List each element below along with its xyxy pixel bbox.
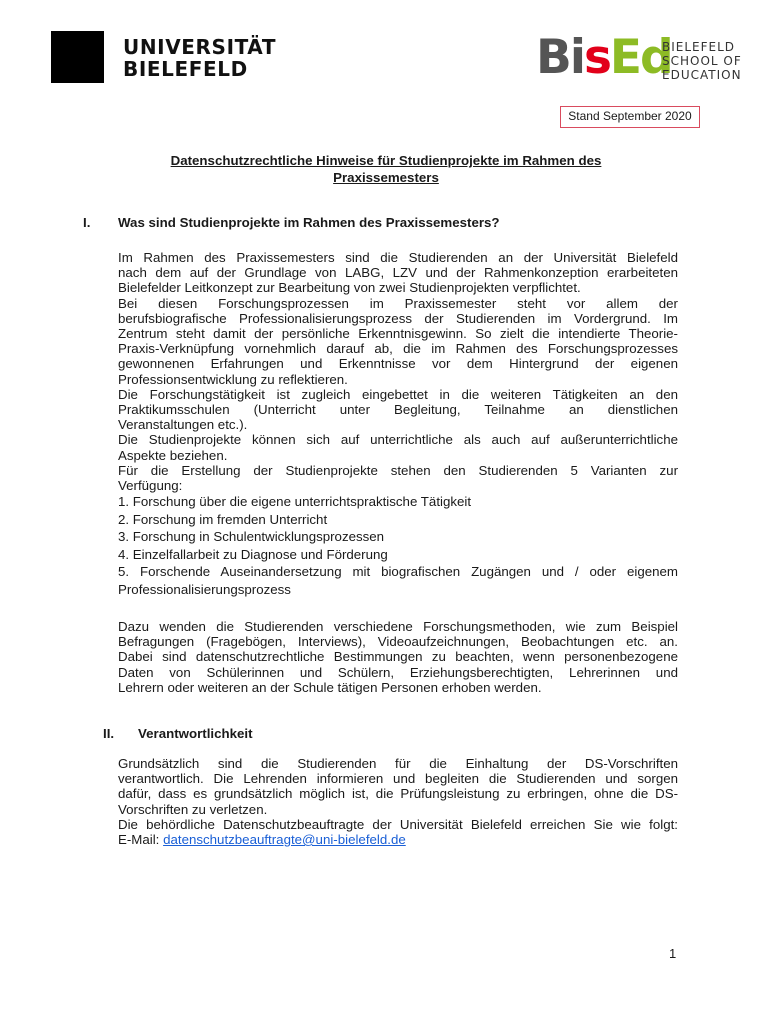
paragraph-line: Dazu wenden die Studierenden verschiedene Forschungsmethoden, wie zum Beispiel [118, 619, 678, 634]
section-1-line: gewonnenen Erfahrungen und Erkenntnisse vor dem Hintergrund der eigenen [118, 356, 678, 372]
section-1-line: Praktikumsschulen (Unterricht unter Begleitung, Teilnahme an dienstlichen [118, 402, 678, 418]
university-logo-line-2: BIELEFELD [123, 57, 248, 81]
paragraph-line: Lehrern oder weiteren an der Schule tätigen Personen erhoben werden. [118, 679, 542, 695]
section-1-paragraph-2 [118, 619, 678, 695]
email-link[interactable]: datenschutzbeauftragte@uni-bielefeld.de [163, 832, 406, 848]
section-2-line: verantwortlich. Die Lehrenden informieren und begleiten die Studierenden und sorgen [118, 771, 678, 787]
section-1-number: I. [83, 215, 91, 230]
document-title-line-2: Praxissemesters [333, 170, 439, 185]
document-title [116, 152, 656, 186]
list-item: 2. Forschung im fremden Unterricht [118, 511, 328, 527]
bised-wordmark-part-2: s [583, 30, 610, 85]
bised-subtitle-line-1: BIELEFELD [662, 40, 736, 54]
paragraph-line: Daten von Schülerinnen und Schülern, Erziehungsberechtigten, Lehrerinnen und [118, 664, 678, 680]
section-1-line: Bielefelder Leitkonzept zur Bearbeitung von zwei Studienprojekten verpflichtet. [118, 280, 581, 296]
bised-subtitle-line-3: EDUCATION [662, 68, 742, 82]
university-logo-square-icon [51, 31, 104, 83]
section-1-heading: Was sind Studienprojekte im Rahmen des Praxissemesters? [118, 215, 500, 230]
section-1-line: Aspekte beziehen. [118, 447, 228, 463]
list-item: 5. Forschende Auseinandersetzung mit biografischen Zugängen und / oder eigenem [118, 564, 678, 580]
bised-wordmark-part-3: Ed [609, 30, 672, 85]
section-1-line: Für die Erstellung der Studienprojekte stehen den Studierenden 5 Varianten zur [118, 462, 678, 478]
list-item: 3. Forschung in Schulentwicklungsprozessen [118, 529, 385, 545]
section-2-body [118, 756, 678, 847]
section-1-line: Im Rahmen des Praxissemesters sind die Studierenden an der Universität Bielefeld [118, 250, 678, 265]
bised-logo [536, 30, 746, 86]
email-line [118, 832, 678, 847]
paragraph-line: Befragungen (Fragebögen, Interviews), Videoaufzeichnungen, Beobachtungen etc. an. [118, 634, 678, 650]
bised-wordmark-part-1: Bi [536, 30, 584, 85]
section-1-line: Professionsentwicklung zu reflektieren. [118, 371, 348, 387]
section-2-line: Vorschriften zu verletzen. [118, 801, 268, 817]
page-number: 1 [669, 946, 677, 961]
bised-logo-subtitle [662, 40, 742, 82]
section-2-line: Die behördliche Datenschutzbeauftragte der Universität Bielefeld erreichen Sie wie folgt: [118, 816, 678, 832]
section-1-line: Verfügung: [118, 478, 183, 494]
section-1-line: nach dem auf der Grundlage von LABG, LZV und der Rahmenkonzeption erarbeiteten [118, 265, 678, 281]
list-item: 1. Forschung über die eigene unterrichtspraktische Tätigkeit [118, 494, 472, 510]
list-item: 4. Einzelfallarbeit zu Diagnose und Förderung [118, 546, 388, 562]
section-1-line: berufsbiografische Professionalisierungsprozess der Studierenden im Vordergrund. Im [118, 310, 678, 326]
paragraph-line: Dabei sind datenschutzrechtliche Bestimmungen zu beachten, wenn personenbezogene [118, 649, 678, 665]
section-1-line: Zentrum steht damit der persönliche Erkenntnisgewinn. So zielt die intendierte Theorie- [118, 326, 678, 342]
section-1-line: Bei diesen Forschungsprozessen im Praxissemester steht vor allem der [118, 295, 678, 311]
bised-wordmark [536, 29, 672, 87]
list-item: Professionalisierungsprozess [118, 581, 291, 597]
email-label: E-Mail: [118, 832, 164, 848]
university-logo-text [123, 36, 276, 80]
section-2-heading: Verantwortlichkeit [138, 726, 253, 741]
section-1-body [118, 250, 678, 598]
section-1-line: Die Forschungstätigkeit ist zugleich eingebettet in die weiteren Tätigkeiten an den [118, 386, 678, 402]
research-variants-list [118, 493, 678, 598]
bised-subtitle-line-2: SCHOOL OF [662, 54, 742, 68]
stand-date-box: Stand September 2020 [560, 106, 700, 128]
section-2-line: Grundsätzlich sind die Studierenden für die Einhaltung der DS-Vorschriften [118, 756, 678, 771]
university-logo-line-1: UNIVERSITÄT [123, 35, 277, 59]
section-1-line: Die Studienprojekte können sich auf unterrichtliche als auch auf außerunterrichtliche [118, 432, 678, 448]
document-title-line-1: Datenschutzrechtliche Hinweise für Studienprojekte im Rahmen des [170, 153, 602, 168]
section-1-line: Veranstaltungen etc.). [118, 417, 248, 433]
section-2-number: II. [103, 726, 115, 741]
section-2-line: dafür, dass es grundsätzlich möglich ist, die Prüfungsleistung zu erbringen, ohne die DS- [118, 786, 678, 802]
section-1-line: Praxis-Verknüpfung vornehmlich darauf ab, die im Rahmen des Forschungsprozesses [118, 341, 678, 357]
